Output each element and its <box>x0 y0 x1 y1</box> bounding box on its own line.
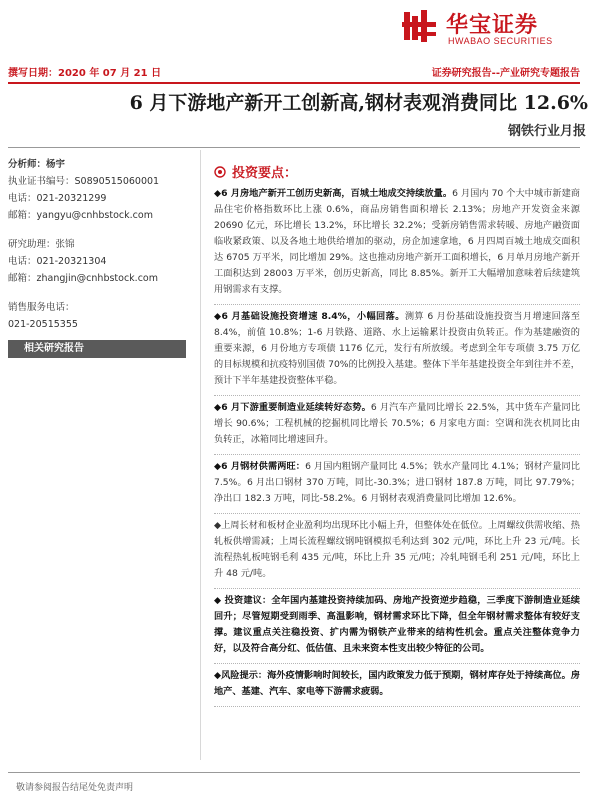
sales-label: 销售服务电话： <box>8 302 75 313</box>
key-points-heading: 投资要点： <box>214 160 580 182</box>
key-point-body: 6 月国内粗钢产量同比 4.5%；铁水产量同比 4.1%；钢材产量同比 7.5%。6 月出口钢材 370 万吨，同比-30.3%；进口钢材 187.8 万吨，同比 97.79%；净出口 182.3 万吨，同比-58.2%。6 月钢材表观消费量同比增加 12.6%。 <box>214 461 580 504</box>
sales-phone: 021-20515355 <box>8 319 78 330</box>
key-point-body: 6 月汽车产量同比增长 22.5%，其中货车产量同比增长 90.6%；工程机械的挖掘机同比增长 70.5%；6 月家电方面：空调和洗衣机同比由负转正，冰箱同比增速回升。 <box>214 402 581 445</box>
page-title: 6 月下游地产新开工创新高,钢材表观消费同比 12.6% <box>129 92 588 114</box>
footer-disclaimer: 敬请参阅报告结尾处免责声明 <box>16 783 134 793</box>
key-point-lead: ◆6 月下游重要制造业延续转好态势。 <box>214 402 371 413</box>
target-icon <box>214 166 226 178</box>
key-point-lead: ◆6 月房地产新开工创历史新高，百城土地成交持续放量。 <box>214 188 453 199</box>
analyst-sidebar <box>8 156 194 333</box>
analyst-phone: 电话：021-20321299 <box>8 193 107 204</box>
key-point-paragraph <box>214 593 580 664</box>
report-date: 撰写日期：2020 年 07 月 21 日 <box>8 68 162 79</box>
key-point-paragraph <box>214 459 580 514</box>
key-point-body: ◆上周长材和板材企业盈利均出现环比小幅上升，但整体处在低位。上周螺纹供需收缩、热轧板供增需减；上周长流程螺纹钢吨钢模拟毛利达到 302 元/吨，环比上升 23 元/吨。长流程热轧板吨钢毛利 435 元/吨，环比上升 35 元/吨；冷轧吨钢毛利 251 元/吨，环比上升 48 元/吨。 <box>214 520 580 579</box>
brand-name-cn: 华宝证券 <box>446 13 539 38</box>
title-divider <box>8 147 580 148</box>
key-point-body: 全年国内基建投资持续加码、房地产投资逆步趋稳，三季度下游制造业延续回升；尽管短期受到雨季、高温影响，钢材需求环比下降，但全年钢材需求整体有较好支撑。建议重点关注稳投资、扩内需为钢铁产业带来的结构性机会。重点关注整体竞争力好，以及符合高分红、低估值、且未来资本性支出较少特征的公司。 <box>214 595 580 654</box>
hwabao-logo-icon <box>402 8 436 44</box>
key-point-paragraph <box>214 668 580 707</box>
key-point-body: 测算 6 月份基础设施投资当月增速回落至 8.4%，前值 10.8%；1-6 月铁路、道路、水上运输累计投资由负转正。作为基建融资的重要来源，6 月份地方专项债 1176 亿元，发行有所放缓。考虑到全年专项债 3.75 万亿的目标规模和抗疫特别国债 70%的比例投入基建。整体下半年基建投资全年到往并不差，预计下半年基建投资整体平稳。 <box>214 311 580 386</box>
analyst-name: 分析师：杨宇 <box>8 159 66 170</box>
key-point-lead: ◆风险提示： <box>214 670 268 681</box>
assistant-name: 研究助理：张锦 <box>8 239 75 250</box>
brand-logo <box>402 6 582 54</box>
analyst-email[interactable]: 邮箱：yangyu@cnhbstock.com <box>8 210 153 221</box>
key-points-section <box>214 160 580 707</box>
key-point-body: 6 月国内 70 个大中城市新建商品住宅价格指数环比上涨 0.6%，商品房销售面积增长 2.13%；房地产开发资金来源 20690 亿元，环比增长 13.2%，环比增长 32.2%；受新房销售需求转暖、房地产融资面临收紧政策、以及各地土地供给增加的驱动，房企加速拿地，6 月四周百城土地成交面积达 6705 万平米，同比增加 29%。这也推动房地产新开工面积增长，6 月单月房地产新开工面积达到 28003 万平米，创历史新高，同比 8.85%。新开工大幅增加意味着后续建筑用钢需求有支撑。 <box>214 188 580 295</box>
key-point-paragraph <box>214 309 580 396</box>
key-point-paragraph <box>214 400 580 455</box>
brand-name-en: HWABAO SECURITIES <box>448 36 553 46</box>
analyst-license: 执业证书编号：S0890515060001 <box>8 176 160 187</box>
key-point-paragraph <box>214 186 580 305</box>
key-point-lead: ◆6 月基础设施投资增速 8.4%，小幅回落。 <box>214 311 405 322</box>
header-divider <box>8 82 580 84</box>
report-meta-row <box>8 64 580 80</box>
key-point-lead: ◆6 月钢材供需两旺： <box>214 461 306 472</box>
assistant-phone: 电话：021-20321304 <box>8 256 107 267</box>
column-divider <box>200 150 201 760</box>
key-point-lead: ◆ 投资建议： <box>214 595 272 606</box>
footer-divider <box>8 772 580 773</box>
report-type: 证券研究报告--产业研究专题报告 <box>431 68 580 79</box>
industry-label: 钢铁行业月报 <box>507 124 586 139</box>
key-point-paragraph <box>214 518 580 589</box>
key-point-body: 海外疫情影响时间较长，国内政策发力低于预期，钢材库存处于持续高位。房地产、基建、汽车、家电等下游需求疲弱。 <box>214 670 580 697</box>
related-reports-header: 相关研究报告 <box>8 340 186 358</box>
assistant-email[interactable]: 邮箱：zhangjin@cnhbstock.com <box>8 273 158 284</box>
